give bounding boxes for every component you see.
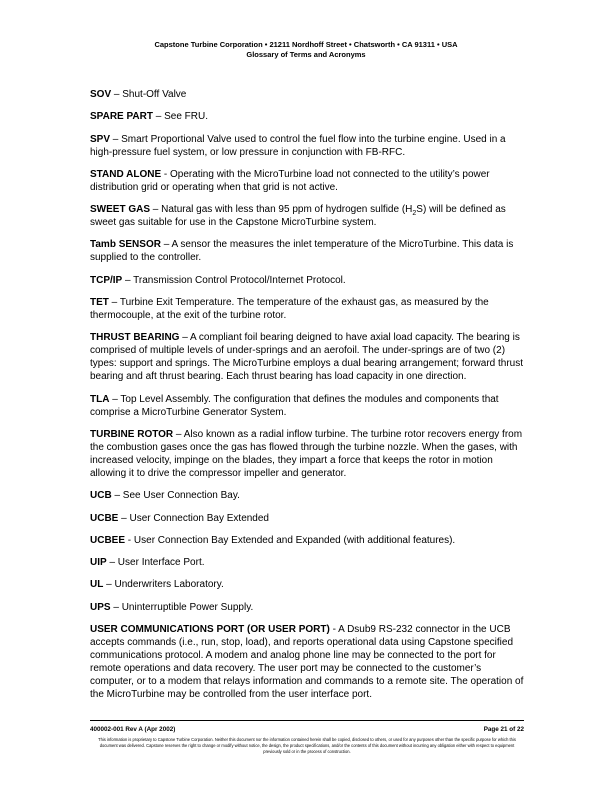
term: STAND ALONE xyxy=(90,168,162,180)
glossary-entry-tamb-sensor xyxy=(90,238,524,264)
term: TURBINE ROTOR xyxy=(90,428,174,440)
glossary-entry-user-communications-port xyxy=(90,623,524,701)
definition-pre: Natural gas with less than 95 ppm of hydrogen sulfide (H xyxy=(161,204,413,216)
glossary-entry-tet xyxy=(90,296,524,322)
document-number: 400002-001 Rev A (Apr 2002) xyxy=(90,726,176,733)
footer-row xyxy=(90,726,524,734)
subscript: 2 xyxy=(412,210,417,218)
glossary-entry-stand-alone xyxy=(90,168,524,194)
glossary-entry-tcp-ip xyxy=(90,274,524,287)
definition: A Dsub9 RS-232 connector in the UCB accepts commands (i.e., run, stop, load), and reports operational data using Capstone specified communications protocol. A modem and analog phone line may be connected to the port for remote operations and data recovery. The user port may be connected to the customer’s computer, or to a modem that relays information and commands to a remote site. The operation of the MicroTurbine may be controlled from the user interface port. xyxy=(90,624,524,701)
term: TCP/IP xyxy=(90,274,123,286)
separator: – xyxy=(106,557,118,569)
header-title: Glossary of Terms and Acronyms xyxy=(246,50,366,59)
definition: User Connection Bay Extended xyxy=(129,512,269,524)
glossary-entry-ul xyxy=(90,578,524,591)
separator: – xyxy=(118,512,130,524)
term: UPS xyxy=(90,601,111,613)
separator: - xyxy=(161,168,170,180)
separator: – xyxy=(110,133,122,145)
glossary-entry-spv xyxy=(90,133,524,159)
term: SOV xyxy=(90,89,112,100)
separator: – xyxy=(110,601,122,613)
term: SPARE PART xyxy=(90,111,153,123)
glossary-entry-uip xyxy=(90,556,524,569)
definition: A sensor the measures the inlet temperature of the MicroTurbine. This data is supplied to the controller. xyxy=(90,239,514,264)
glossary-entry-thrust-bearing xyxy=(90,331,524,383)
glossary-entry-ucbe xyxy=(90,512,524,525)
definition: User Connection Bay Extended and Expanded (with additional features). xyxy=(133,534,456,546)
definition: Top Level Assembly. The configuration that defines the modules and components that comprise a MicroTurbine Generator System. xyxy=(90,393,499,418)
definition: Also known as a radial inflow turbine. The turbine rotor recovers energy from the combustion gases once the gas has flowed through the turbine nozzle. When the gases, with increased velocity, impinge on the blades, they impart a force that keeps the rotor in motion allowing it to drive the compressor impeller and generator. xyxy=(90,428,523,479)
glossary-entry-ucb xyxy=(90,489,524,502)
separator: – xyxy=(179,332,191,344)
term: THRUST BEARING xyxy=(90,332,180,344)
definition: Operating with the MicroTurbine load not connected to the utility’s power distribution grid or operating when that grid is not active. xyxy=(90,168,490,193)
definition: A compliant foil bearing deigned to have axial load capacity. The bearing is comprised of multiple levels of under-springs and an aerofoil. The under-springs are of two (2) types: support and springs. The MicroTurbine employs a dual bearing arrangement; forward thrust bearing and aft thrust bearing. Each thrust bearing has load capacity in one direction. xyxy=(90,332,523,383)
proprietary-notice: This information is proprietary to Capstone Turbine Corporation. Neither this document nor the information contained herein shall be copied, disclosed to others, or used for any purposes other than the specific purpose for which this document was delivered. Capstone reserves the right to change or modify without notice, the design, the product specifications, and/or the contents of this document without incurring any obligation either with respect to equipment previously sold or in the process of construction. xyxy=(98,737,516,754)
term: UL xyxy=(90,579,104,591)
definition: User Interface Port. xyxy=(117,557,205,569)
separator: – xyxy=(111,89,123,100)
definition: Smart Proportional Valve used to control the fuel flow into the turbine engine. Used in a high-pressure fuel system, or low pressure in conjunction with FB-RFC. xyxy=(90,133,506,158)
term: UCB xyxy=(90,490,112,502)
separator: – xyxy=(160,239,172,251)
term: SPV xyxy=(90,133,111,145)
separator: – xyxy=(173,428,184,440)
definition-post: S) will be defined as sweet gas suitable for use in the Capstone MicroTurbine system. xyxy=(90,204,506,229)
term: SWEET GAS xyxy=(90,204,151,216)
separator: – xyxy=(109,393,121,405)
separator: – xyxy=(111,490,123,502)
glossary-entry-tla xyxy=(90,393,524,419)
separator: – xyxy=(152,111,165,123)
definition: Underwriters Laboratory. xyxy=(114,579,224,591)
term: UCBEE xyxy=(90,534,126,546)
term: TLA xyxy=(90,393,110,405)
separator: – xyxy=(108,297,120,309)
separator: – xyxy=(150,204,162,216)
glossary-entry-ups xyxy=(90,601,524,614)
glossary-entry-turbine-rotor xyxy=(90,428,524,480)
term: UCBE xyxy=(90,512,119,524)
definition: See FRU. xyxy=(164,111,208,123)
separator: - xyxy=(329,624,339,636)
glossary-entry-spare-part xyxy=(90,110,524,123)
glossary-entry-sweet-gas xyxy=(90,203,524,229)
glossary-entry-sov xyxy=(90,88,524,101)
page-header xyxy=(0,40,612,60)
definition: Shut-Off Valve xyxy=(122,89,187,100)
separator: – xyxy=(122,274,134,286)
definition: Transmission Control Protocol/Internet Protocol. xyxy=(133,274,346,286)
separator: - xyxy=(125,534,134,546)
definition: Turbine Exit Temperature. The temperature of the exhaust gas, as measured by the thermocouple, at the exit of the turbine rotor. xyxy=(90,297,489,322)
header-company-line: Capstone Turbine Corporation • 21211 Nordhoff Street • Chatsworth • CA 91311 • USA xyxy=(154,40,458,49)
definition: See User Connection Bay. xyxy=(122,490,240,502)
separator: – xyxy=(103,579,115,591)
page-number: Page 21 of 22 xyxy=(483,726,524,733)
definition: Uninterruptible Power Supply. xyxy=(121,601,254,613)
glossary-entries xyxy=(90,88,524,710)
term: UIP xyxy=(90,557,107,569)
page-footer xyxy=(90,720,524,755)
glossary-entry-ucbee xyxy=(90,534,524,547)
footer-divider xyxy=(90,720,524,721)
term: USER COMMUNICATIONS PORT (OR USER PORT) xyxy=(90,624,330,636)
term: Tamb SENSOR xyxy=(90,239,161,251)
term: TET xyxy=(90,297,109,309)
